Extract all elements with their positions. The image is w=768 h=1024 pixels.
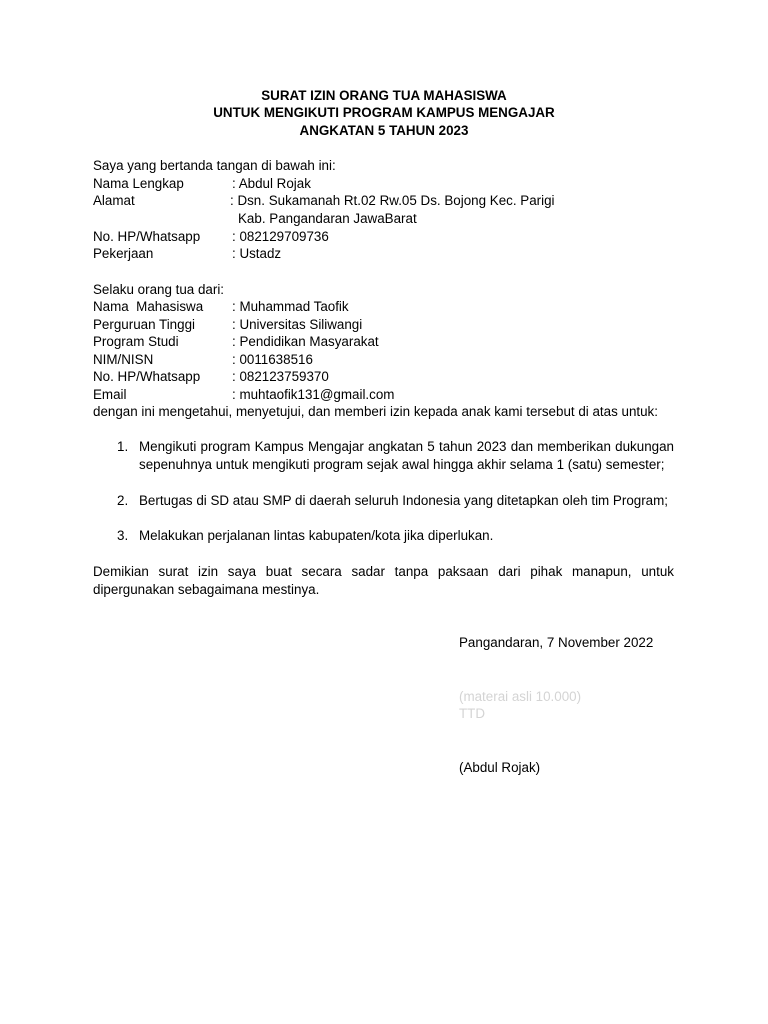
list-item-number: 1. [117, 439, 129, 454]
list-item-text: Bertugas di SD atau SMP di daerah seluruh Indonesia yang ditetapkan oleh tim Program; [139, 493, 668, 508]
parent-phone-label: No. HP/Whatsapp [93, 229, 201, 244]
list-item-number: 2. [117, 493, 129, 508]
title-line-2: UNTUK MENGIKUTI PROGRAM KAMPUS MENGAJAR [213, 105, 555, 120]
list-item-number: 3. [117, 528, 129, 543]
student-program-label: Program Studi [93, 334, 179, 349]
signature-placeholder: TTD [459, 706, 486, 721]
student-name-value: : Muhammad Taofik [232, 299, 349, 314]
parent-address-label: Alamat [93, 193, 135, 208]
student-name-label: Nama Mahasiswa [93, 299, 204, 314]
intro-text: Saya yang bertanda tangan di bawah ini: [93, 158, 336, 173]
student-program-value: : Pendidikan Masyarakat [232, 334, 379, 349]
student-university-label: Perguruan Tinggi [93, 317, 195, 332]
student-university-value: : Universitas Siliwangi [232, 317, 363, 332]
signer-name: (Abdul Rojak) [459, 760, 541, 775]
list-item-text: Mengikuti program Kampus Mengajar angkatan 5 tahun 2023 dan memberikan dukungan sepenuhnya untuk mengikuti program sejak awal hingga akhir selama 1 (satu) semester; [139, 439, 674, 472]
parent-name-label: Nama Lengkap [93, 176, 184, 191]
student-phone-label: No. HP/Whatsapp [93, 369, 201, 384]
student-email-label: Email [93, 387, 127, 402]
student-intro-text: Selaku orang tua dari: [93, 282, 225, 297]
place-date: Pangandaran, 7 November 2022 [459, 635, 654, 650]
parent-address-value-2: Kab. Pangandaran JawaBarat [238, 211, 417, 226]
consent-paragraph: dengan ini mengetahui, menyetujui, dan memberi izin kepada anak kami tersebut di atas untuk: [93, 404, 658, 419]
parent-job-label: Pekerjaan [93, 246, 154, 261]
title-line-3: ANGKATAN 5 TAHUN 2023 [299, 123, 469, 138]
parent-phone-value: : 082129709736 [232, 229, 329, 244]
parent-job-value: : Ustadz [232, 246, 282, 261]
list-item-text: Melakukan perjalanan lintas kabupaten/kota jika diperlukan. [139, 528, 494, 543]
student-nim-value: : 0011638516 [232, 352, 313, 367]
student-phone-value: : 082123759370 [232, 369, 329, 384]
stamp-placeholder: (materai asli 10.000) [459, 689, 582, 704]
parent-name-value: : Abdul Rojak [232, 176, 311, 191]
title-line-1: SURAT IZIN ORANG TUA MAHASISWA [261, 88, 507, 103]
closing-paragraph: Demikian surat izin saya buat secara sadar tanpa paksaan dari pihak manapun, untuk dipergunakan sebagaimana mestinya. [93, 564, 674, 597]
student-nim-label: NIM/NISN [93, 352, 154, 367]
parent-address-value: : Dsn. Sukamanah Rt.02 Rw.05 Ds. Bojong Kec. Parigi [230, 193, 555, 208]
student-email-value: : muhtaofik131@gmail.com [232, 387, 395, 402]
